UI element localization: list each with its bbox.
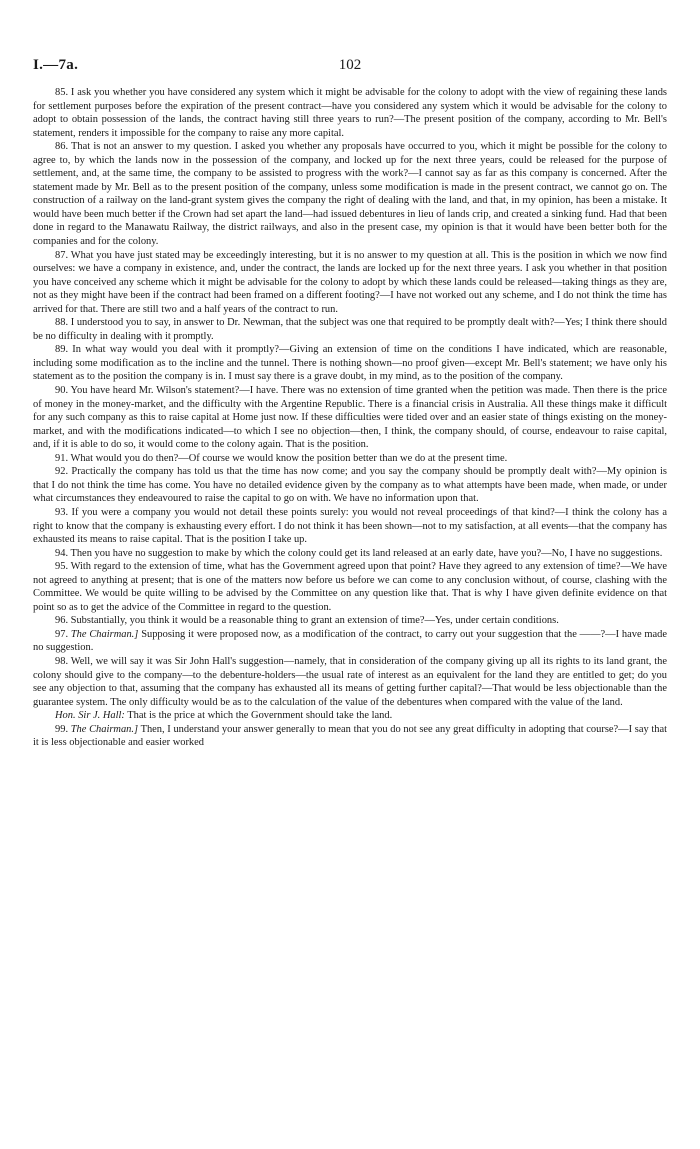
paragraph: 92. Practically the company has told us that the time has now come; and you say the company should be promptly dealt with?—My opinion is that I do not think the time has come. You have no detailed evidence given by the company as to what attempts have been made, when made, or under what circumstances they endeavoured to raise the capital to go on with. We have no information upon that. <box>33 466 667 505</box>
paragraph: 95. With regard to the extension of time, what has the Government agreed upon that point? Have they agreed to any extension of time?—We have not agreed to anything at present; that is one of the matters now before us before we can come to any conclusion without, of course, clashing with the Committee. We would be quite willing to be advised by the Committee on any question like that. That is why I have given definite evidence on that point so as to get the advice of the Committee in regard to the question. <box>33 561 667 613</box>
paragraph: 94. Then you have no suggestion to make by which the colony could get its land released at an early date, have you?—No, I have no suggestions. <box>55 547 663 559</box>
paragraph: 96. Substantially, you think it would be a reasonable thing to grant an extension of time?—Yes, under certain conditions. <box>55 615 559 627</box>
paragraph: 89. In what way would you deal with it promptly?—Giving an extension of time on the conditions I have indicated, which are reasonable, including some modification as to the incline and the tunnel. There is nothing shown—no proof given—except Mr. Bell's statement; we have only his statement as to the position the company is in. I must say there is a grave doubt, in my mind, as to the position of the company. <box>33 344 667 383</box>
document-reference: I.—7a. <box>33 57 79 73</box>
page-header <box>33 57 667 77</box>
document-body <box>33 86 667 750</box>
paragraph: 88. I understood you to say, in answer to Dr. Newman, that the subject was one that required to be promptly dealt with?—Yes; I think there should be no difficulty in dealing with it promptly. <box>33 317 667 342</box>
speaker-label: Hon. Sir J. Hall: <box>55 710 125 722</box>
paragraph-text: Supposing it were proposed now, as a modification of the contract, to carry out your suggestion that the ——?—I have made no suggestion. <box>33 628 668 654</box>
paragraph-text: That is the price at which the Government should take the land. <box>127 710 393 722</box>
paragraph: 85. I ask you whether you have considered any system which it might be advisable for the colony to adopt with the view of regaining these lands for settlement purposes before the expiration of the present contract—have you considered any system which it would be advisable for the colony to adopt to obtain possession of the lands, the contract having still three years to run?—The present position of the company, according to Mr. Bell's statement, renders it impossible for the company to raise any more capital. <box>33 87 667 139</box>
paragraph: 97. The Chairman.] Supposing it were proposed now, as a modification of the contract, to carry out your suggestion that the ——?—I have made no suggestion. <box>33 628 668 654</box>
speaker-label: The Chairman.] <box>70 628 139 640</box>
page-number: 102 <box>338 57 362 73</box>
paragraph: 98. Well, we will say it was Sir John Hall's suggestion—namely, that in consideration of the company giving up all its rights to its land grant, the colony should give to the company—to the debenture-holders—the usual rate of interest as an equivalent for the land they are entitled to get; do you see any objection to that, assuming that the company has exhausted all its means of getting further capital?—That would be less objectionable than the guarantee system. The only difficulty would be as to the calculation of the value of the debentures when compared with the value of the land. <box>33 655 667 708</box>
paragraph: 90. You have heard Mr. Wilson's statement?—I have. There was no extension of time granted when the petition was made. Then there is the price of money in the money-market, and the difficulty with the Argentine Republic. There is a financial crisis in Australia. All these things make it difficult for any such company as this to raise capital at Home just now. If these difficulties were tided over and an easier state of things existing on the money-market, and with the modifications indicated—to which I see no objection—then, I think, the company should, of course, endeavour to raise capital, and, if it is able to do so, it would come to the colony again. That is the position. <box>33 385 667 451</box>
paragraph: 87. What you have just stated may be exceedingly interesting, but it is no answer to my question at all. This is the position in which we now find ourselves: we have a company in existence, and, under the contract, the lands are locked up for the next three years. I ask you whether in that position you have conceived any scheme which it might be advisable for the colony to adopt by which these lands could be released—taking things as they are, not as they might have been if the contract had been framed on a different footing?—I have not worked out any scheme, and I do not think the time has arrived for that. There are still two and a half years of the contract to run. <box>33 249 667 315</box>
paragraph: 99. The Chairman.] Then, I understand your answer generally to mean that you do not see any great difficulty in adopting that course?—I say that it is less objectionable and easier worked <box>33 723 668 749</box>
paragraph <box>33 709 667 723</box>
paragraph: 93. If you were a company you would not detail these points surely: you would not reveal proceedings of that kind?—I think the colony has a right to know that the company is exhausting every effort. I do not think it has been shown—not to my satisfaction, at all events—that the company has exhausted its means to raise capital. That is the position I take up. <box>33 506 667 546</box>
paragraph: 86. That is not an answer to my question. I asked you whether any proposals have occurred to you, which it might be possible for the colony to agree to, by which the lands now in the possession of the company, and locked up for the next three years, could be released for the purpose of settlement, and, at the same time, the company to be assisted to progress with the work?—I cannot say as far as this company is concerned. After the statement made by Mr. Bell as to the present position of the company, unless some modification is made in the present contract, we cannot go on. The construction of a railway on the land-grant system gives the company the right of dealing with the land, and that, in my opinion, has been a mistake. It would have been much better if the Crown had set apart the land—had issued debentures in lieu of lands crip, and created a sinking fund. Had that been done in regard to the Manawatu Railway, the district railways, and also in the present case, my opinion is that it would have been better both for the companies and for the colony. <box>33 141 667 248</box>
speaker-label: The Chairman.] <box>70 723 139 735</box>
paragraph-text: Then, I understand your answer generally to mean that you do not see any great difficulty in adopting that course?—I say that it is less objectionable and easier worked <box>33 723 668 749</box>
paragraph: 91. What would you do then?—Of course we would know the position better than we do at the present time. <box>55 452 508 464</box>
